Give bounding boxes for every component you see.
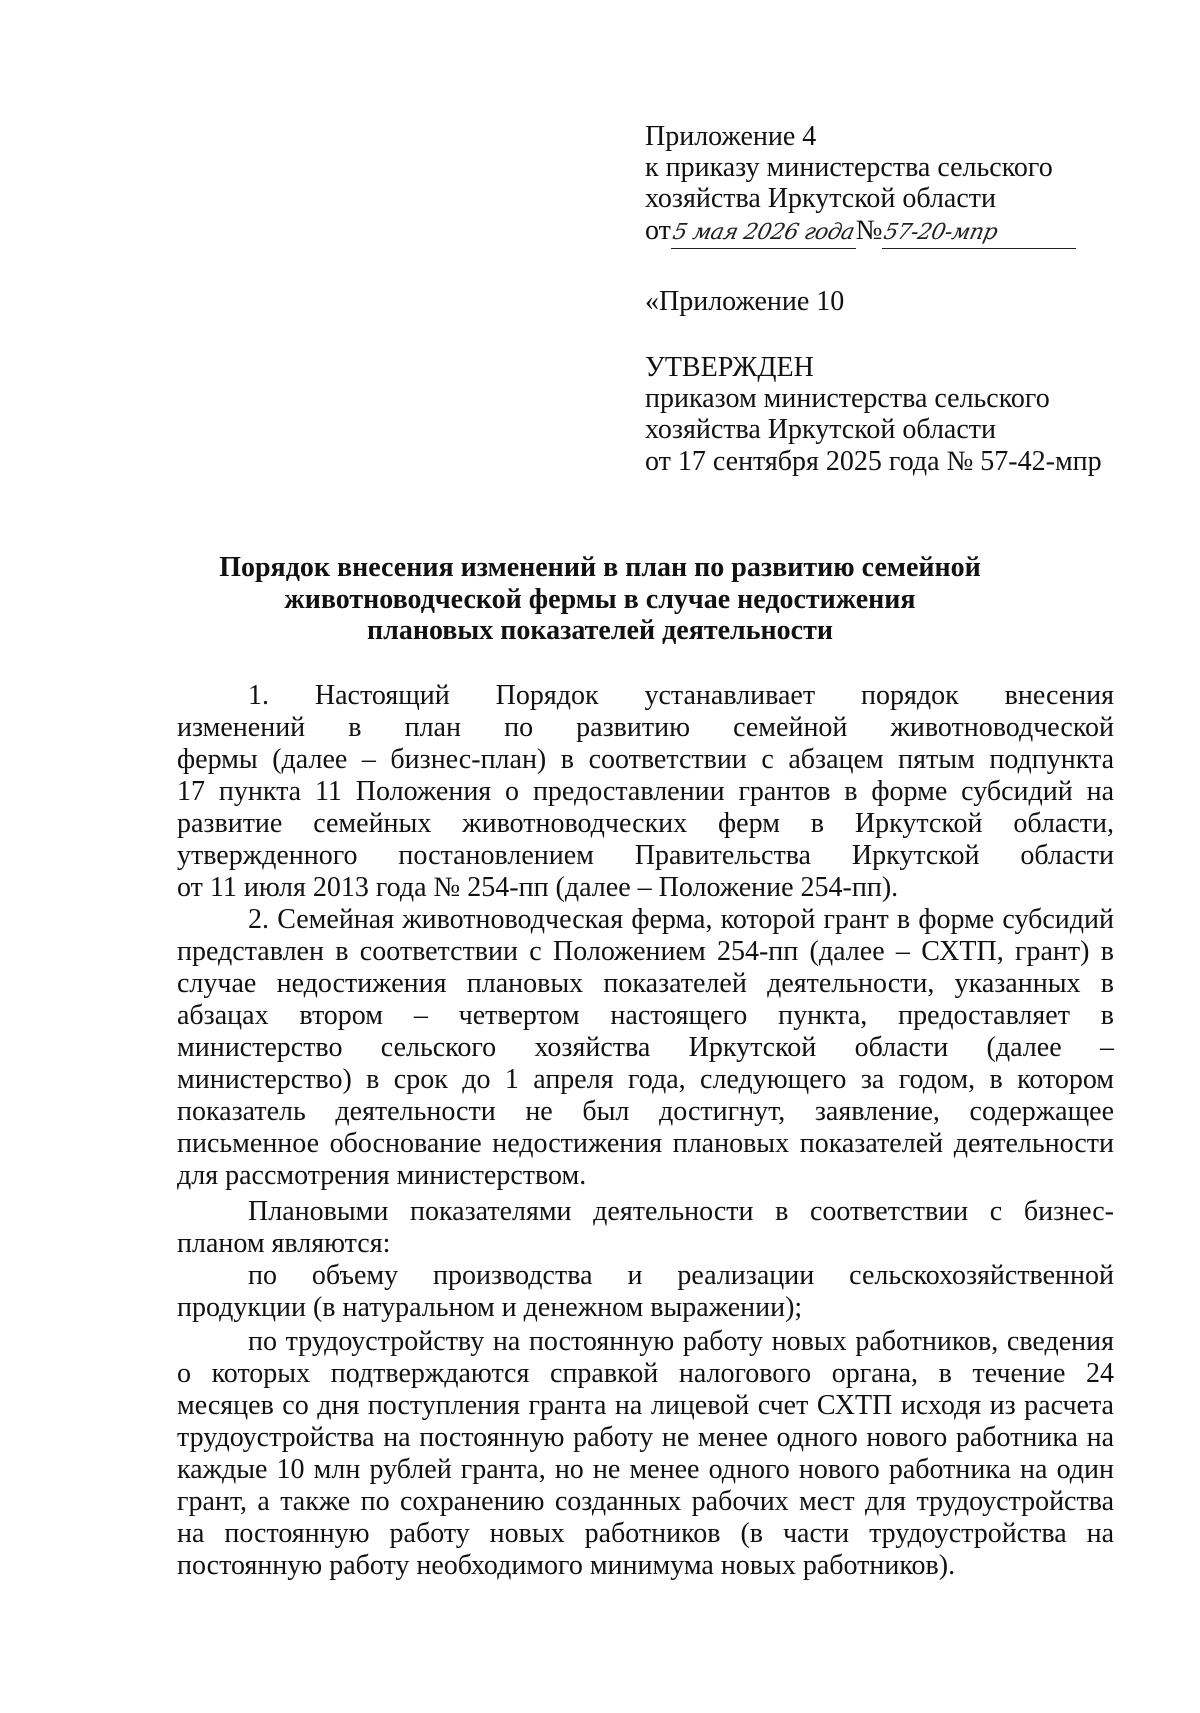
body-line: месяцев со дня поступления гранта на лицевой счет СХТП исходя из расчета: [177, 1390, 1114, 1421]
body-line: 2. Семейная животноводческая ферма, которой грант в форме субсидий: [248, 904, 1114, 935]
approval-line-1: приказом министерства сельского: [645, 383, 1050, 414]
handwritten-date-field: [671, 216, 856, 249]
body-line: на постоянную работу новых работников (в части трудоустройства на: [177, 1518, 1114, 1549]
body-line: о которых подтверждаются справкой налогового органа, в течение 24: [177, 1358, 1114, 1389]
approval-appendix-ref: «Приложение 10: [645, 286, 845, 317]
body-line: от 11 июля 2013 года № 254-пп (далее – Положение 254-пп).: [177, 872, 899, 903]
body-line: для рассмотрения министерством.: [177, 1160, 587, 1191]
approval-stamp-word: УТВЕРЖДЕН: [645, 352, 814, 383]
approval-line-2: хозяйства Иркутской области: [645, 414, 996, 445]
body-line: утвержденного постановлением Правительства Иркутской области: [177, 840, 1114, 871]
body-line: по трудоустройству на постоянную работу новых работников, сведения: [248, 1326, 1114, 1357]
body-line: развитие семейных животноводческих ферм в Иркутской области,: [177, 808, 1114, 839]
approval-line-3: от 17 сентября 2025 года № 57-42-мпр: [645, 446, 1102, 477]
body-line: каждые 10 млн рублей гранта, но не менее одного нового работника на один: [177, 1454, 1114, 1485]
body-line: министерство сельского хозяйства Иркутской области (далее –: [177, 1032, 1114, 1063]
body-line: письменное обоснование недостижения плановых показателей деятельности: [177, 1128, 1114, 1159]
body-line: 1. Настоящий Порядок устанавливает порядок внесения: [248, 680, 1114, 711]
body-line: планом являются:: [177, 1228, 391, 1259]
title-line-1: Порядок внесения изменений в план по развитию семейной: [219, 552, 981, 583]
appendix-ministry: хозяйства Иркутской области: [645, 183, 996, 214]
body-line: представлен в соответствии с Положением 254-пп (далее – СХТП, грант) в: [177, 936, 1114, 967]
handwritten-number-field: [882, 216, 1076, 249]
body-line: министерство) в срок до 1 апреля года, следующего за годом, в котором: [177, 1064, 1114, 1095]
body-line: 17 пункта 11 Положения о предоставлении грантов в форме субсидий на: [177, 776, 1114, 807]
body-line: Плановыми показателями деятельности в соответствии с бизнес-: [248, 1196, 1114, 1227]
appendix-order-ref: к приказу министерства сельского: [645, 152, 1053, 183]
body-line: случае недостижения плановых показателей деятельности, указанных в: [177, 968, 1114, 999]
handwritten-number: 57-20-мпр: [881, 220, 1001, 245]
title-line-3: плановых показателей деятельности: [367, 615, 833, 646]
body-line: продукции (в натуральном и денежном выражении);: [177, 1292, 803, 1323]
body-line: по объему производства и реализации сельскохозяйственной: [248, 1260, 1114, 1291]
body-line: показатель деятельности не был достигнут, заявление, содержащее: [177, 1096, 1114, 1127]
handwritten-date: 5 мая 2026 года: [670, 220, 857, 245]
body-line: постоянную работу необходимого минимума новых работников).: [177, 1550, 956, 1581]
appendix-date-line: [645, 215, 1076, 249]
number-sign: №: [855, 215, 883, 246]
body-line: грант, а также по сохранению созданных рабочих мест для трудоустройства: [177, 1486, 1114, 1517]
title-line-2: животноводческой фермы в случае недостижения: [284, 584, 916, 615]
body-line: изменений в план по развитию семейной животноводческой: [177, 712, 1114, 743]
date-prefix: от: [645, 215, 671, 246]
body-line: фермы (далее – бизнес-план) в соответствии с абзацем пятым подпункта: [177, 744, 1114, 775]
appendix-number: Приложение 4: [645, 121, 817, 152]
body-line: трудоустройства на постоянную работу не менее одного нового работника на: [177, 1422, 1114, 1453]
body-line: абзацах втором – четвертом настоящего пункта, предоставляет в: [177, 1000, 1114, 1031]
